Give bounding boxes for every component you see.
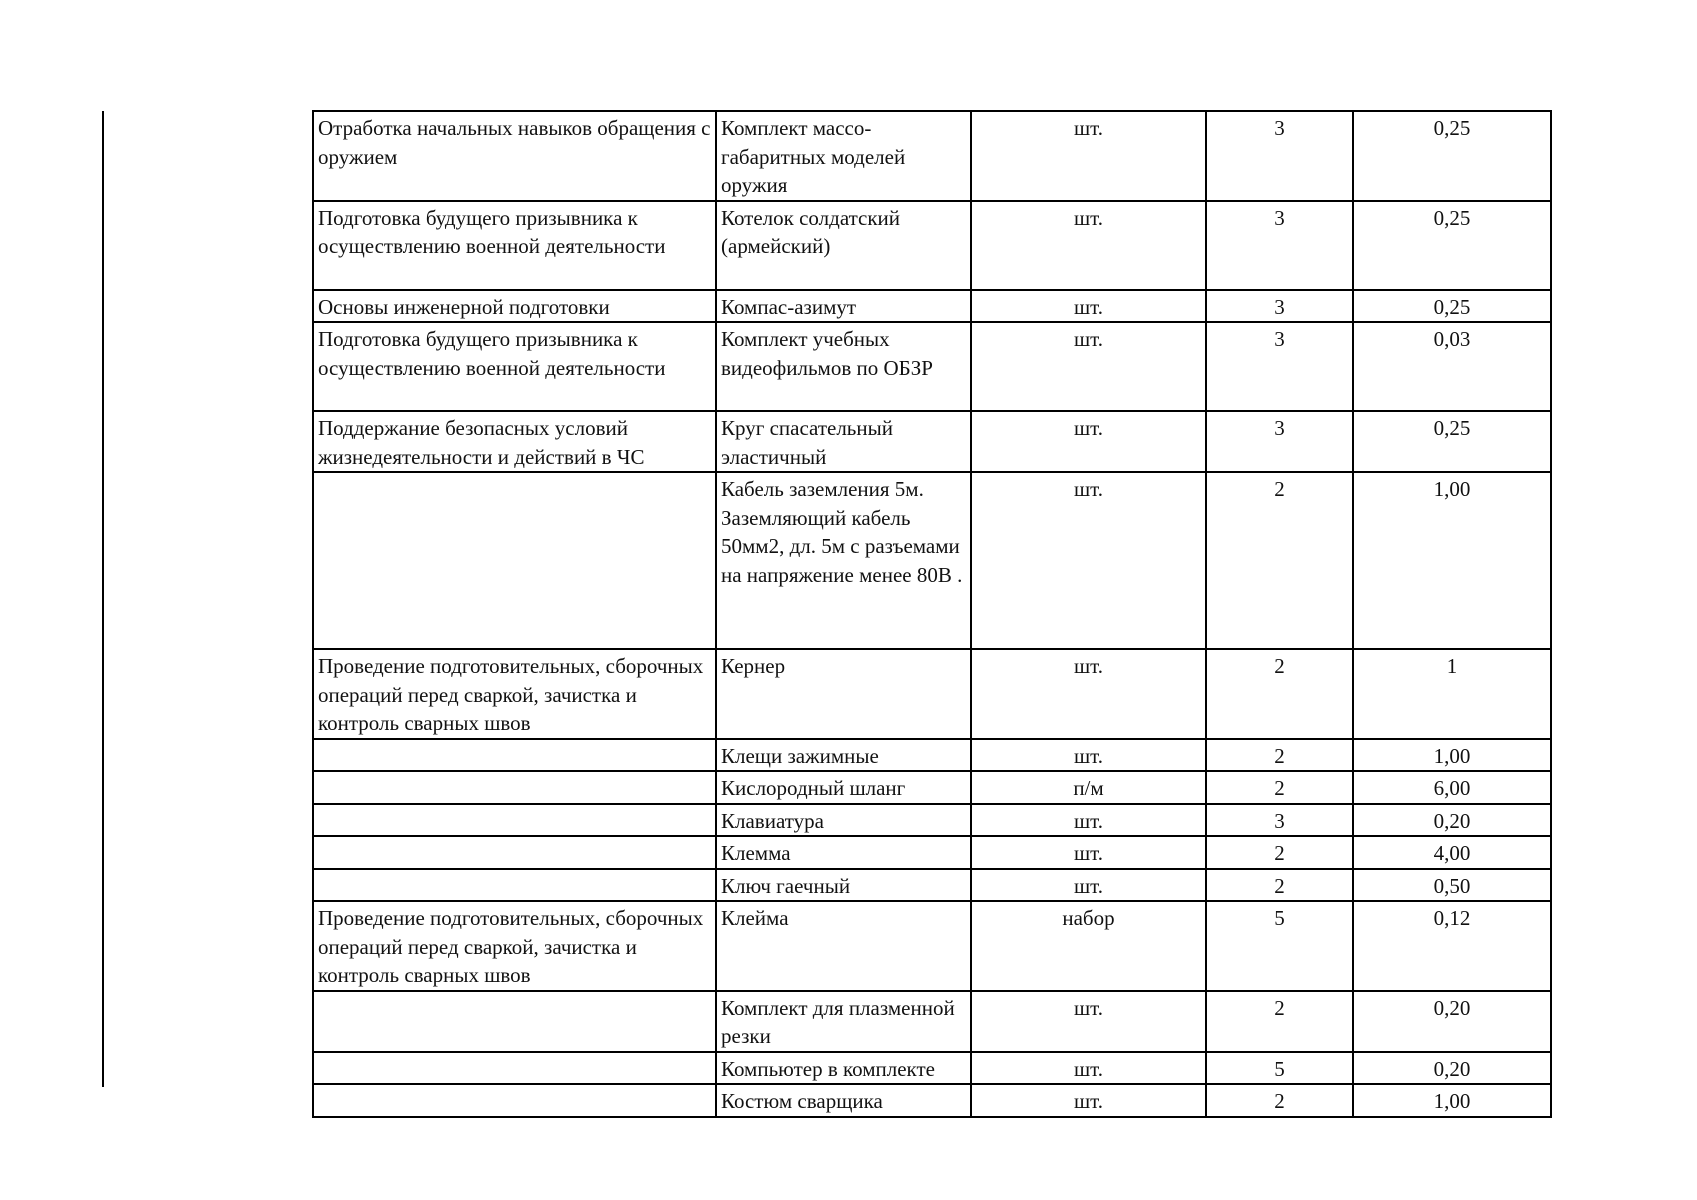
table-row xyxy=(313,201,1551,290)
qty-cell: 3 xyxy=(1206,804,1353,837)
unit-cell: шт. xyxy=(971,836,1206,869)
item-cell: Круг спасательный эластичный xyxy=(716,411,971,472)
item-cell: Кернер xyxy=(716,649,971,739)
table-row xyxy=(313,1084,1551,1117)
norm-cell: 1,00 xyxy=(1353,472,1551,649)
norm-cell: 0,25 xyxy=(1353,111,1551,201)
norm-cell: 0,12 xyxy=(1353,901,1551,991)
unit-cell: шт. xyxy=(971,1084,1206,1117)
table-row xyxy=(313,290,1551,323)
equipment-table xyxy=(312,110,1552,1118)
activity-cell: Проведение подготовительных, сборочных операций перед сваркой, зачистка и контроль сварных швов xyxy=(313,901,716,991)
item-cell: Комплект учебных видеофильмов по ОБЗР xyxy=(716,322,971,411)
unit-cell: шт. xyxy=(971,290,1206,323)
activity-cell: Подготовка будущего призывника к осуществлению военной деятельности xyxy=(313,201,716,290)
norm-cell: 0,20 xyxy=(1353,1052,1551,1085)
qty-cell: 2 xyxy=(1206,991,1353,1052)
qty-cell: 3 xyxy=(1206,411,1353,472)
table-row xyxy=(313,804,1551,837)
norm-cell: 0,50 xyxy=(1353,869,1551,902)
item-cell: Комплект для плазменной резки xyxy=(716,991,971,1052)
unit-cell: шт. xyxy=(971,804,1206,837)
item-cell: Клемма xyxy=(716,836,971,869)
norm-cell: 0,03 xyxy=(1353,322,1551,411)
item-cell: Клавиатура xyxy=(716,804,971,837)
qty-cell: 3 xyxy=(1206,322,1353,411)
activity-cell xyxy=(313,991,716,1052)
item-cell: Кислородный шланг xyxy=(716,771,971,804)
activity-cell xyxy=(313,804,716,837)
unit-cell: шт. xyxy=(971,869,1206,902)
table-row xyxy=(313,322,1551,411)
unit-cell: шт. xyxy=(971,739,1206,772)
unit-cell: п/м xyxy=(971,771,1206,804)
qty-cell: 3 xyxy=(1206,290,1353,323)
item-cell: Котелок солдатский (армейский) xyxy=(716,201,971,290)
qty-cell: 5 xyxy=(1206,1052,1353,1085)
activity-cell xyxy=(313,836,716,869)
norm-cell: 0,20 xyxy=(1353,804,1551,837)
unit-cell: шт. xyxy=(971,991,1206,1052)
table-row xyxy=(313,111,1551,201)
qty-cell: 2 xyxy=(1206,649,1353,739)
left-margin-rule xyxy=(102,111,104,1087)
unit-cell: набор xyxy=(971,901,1206,991)
table-row xyxy=(313,901,1551,991)
activity-cell xyxy=(313,739,716,772)
unit-cell: шт. xyxy=(971,1052,1206,1085)
table-row xyxy=(313,771,1551,804)
qty-cell: 2 xyxy=(1206,836,1353,869)
activity-cell xyxy=(313,1052,716,1085)
item-cell: Компьютер в комплекте xyxy=(716,1052,971,1085)
activity-cell: Отработка начальных навыков обращения с оружием xyxy=(313,111,716,201)
norm-cell: 1,00 xyxy=(1353,739,1551,772)
norm-cell: 1,00 xyxy=(1353,1084,1551,1117)
table-row xyxy=(313,649,1551,739)
norm-cell: 6,00 xyxy=(1353,771,1551,804)
norm-cell: 0,20 xyxy=(1353,991,1551,1052)
norm-cell: 0,25 xyxy=(1353,411,1551,472)
qty-cell: 2 xyxy=(1206,472,1353,649)
table-row xyxy=(313,472,1551,649)
activity-cell: Основы инженерной подготовки xyxy=(313,290,716,323)
norm-cell: 0,25 xyxy=(1353,290,1551,323)
qty-cell: 2 xyxy=(1206,771,1353,804)
table-row xyxy=(313,869,1551,902)
unit-cell: шт. xyxy=(971,649,1206,739)
item-cell: Клейма xyxy=(716,901,971,991)
activity-cell: Поддержание безопасных условий жизнедеятельности и действий в ЧС xyxy=(313,411,716,472)
item-cell: Кабель заземления 5м. Заземляющий кабель 50мм2, дл. 5м с разъемами на напряжение менее 80В . xyxy=(716,472,971,649)
unit-cell: шт. xyxy=(971,322,1206,411)
table-row xyxy=(313,991,1551,1052)
unit-cell: шт. xyxy=(971,472,1206,649)
qty-cell: 2 xyxy=(1206,869,1353,902)
unit-cell: шт. xyxy=(971,411,1206,472)
item-cell: Компас-азимут xyxy=(716,290,971,323)
norm-cell: 4,00 xyxy=(1353,836,1551,869)
qty-cell: 3 xyxy=(1206,111,1353,201)
activity-cell xyxy=(313,869,716,902)
table-row xyxy=(313,836,1551,869)
table-row xyxy=(313,411,1551,472)
activity-cell xyxy=(313,1084,716,1117)
table-row xyxy=(313,1052,1551,1085)
item-cell: Комплект массо-габаритных моделей оружия xyxy=(716,111,971,201)
table-row xyxy=(313,739,1551,772)
norm-cell: 0,25 xyxy=(1353,201,1551,290)
qty-cell: 2 xyxy=(1206,1084,1353,1117)
unit-cell: шт. xyxy=(971,111,1206,201)
item-cell: Ключ гаечный xyxy=(716,869,971,902)
activity-cell: Проведение подготовительных, сборочных операций перед сваркой, зачистка и контроль сварных швов xyxy=(313,649,716,739)
activity-cell xyxy=(313,771,716,804)
activity-cell: Подготовка будущего призывника к осуществлению военной деятельности xyxy=(313,322,716,411)
activity-cell xyxy=(313,472,716,649)
qty-cell: 5 xyxy=(1206,901,1353,991)
qty-cell: 3 xyxy=(1206,201,1353,290)
unit-cell: шт. xyxy=(971,201,1206,290)
item-cell: Костюм сварщика xyxy=(716,1084,971,1117)
norm-cell: 1 xyxy=(1353,649,1551,739)
item-cell: Клещи зажимные xyxy=(716,739,971,772)
qty-cell: 2 xyxy=(1206,739,1353,772)
